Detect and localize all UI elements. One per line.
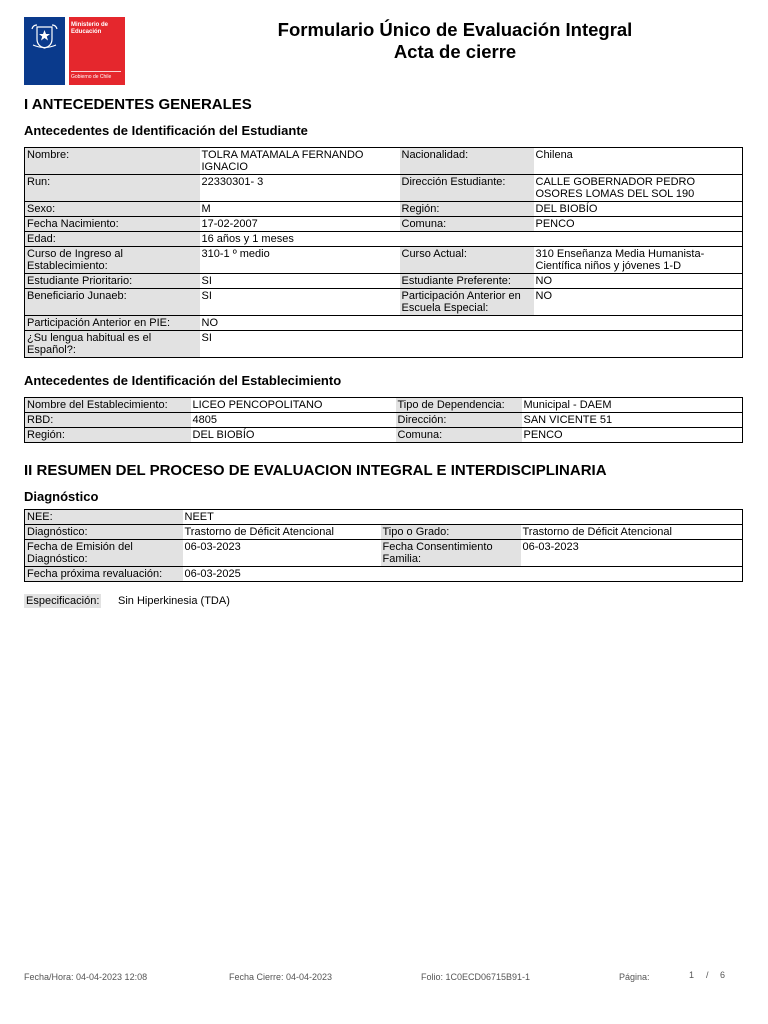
participacion-especial-label: Participación Anterior en Escuela Especial: xyxy=(400,289,534,316)
footer-page-total: 6 xyxy=(720,970,726,980)
curso-ingreso-value: 310-1 º medio xyxy=(200,247,400,274)
table-row xyxy=(25,148,743,175)
table-row xyxy=(25,202,743,217)
diagnostico-label: Diagnóstico: xyxy=(25,525,183,540)
school-comuna-label: Comuna: xyxy=(396,428,522,443)
establecimiento-label: Nombre del Establecimiento: xyxy=(25,398,191,413)
sexo-label: Sexo: xyxy=(25,202,200,217)
table-row xyxy=(25,428,743,443)
run-value: 22330301- 3 xyxy=(200,175,400,202)
document-subtitle: Acta de cierre xyxy=(393,41,517,62)
footer-page-number: 1 xyxy=(689,970,695,980)
preferente-label: Estudiante Preferente: xyxy=(400,274,534,289)
nacionalidad-value: Chilena xyxy=(534,148,743,175)
coat-of-arms-icon xyxy=(29,21,60,51)
nacionalidad-label: Nacionalidad: xyxy=(400,148,534,175)
curso-actual-value: 310 Enseñanza Media Humanista-Científica niños y jóvenes 1-D xyxy=(534,247,743,274)
preferente-value: NO xyxy=(534,274,743,289)
comuna-value: PENCO xyxy=(534,217,743,232)
edad-value: 16 años y 1 meses xyxy=(200,232,743,247)
junaeb-value: SI xyxy=(200,289,400,316)
table-row xyxy=(25,175,743,202)
rbd-label: RBD: xyxy=(25,413,191,428)
table-row xyxy=(25,540,743,567)
nee-value: NEET xyxy=(183,510,743,525)
fecha-consentimiento-value: 06-03-2023 xyxy=(521,540,743,567)
table-row xyxy=(25,274,743,289)
curso-ingreso-label: Curso de Ingreso al Establecimiento: xyxy=(25,247,200,274)
nombre-value: TOLRA MATAMALA FERNANDO IGNACIO xyxy=(200,148,400,175)
footer-folio: Folio: 1C0ECD06715B91-1 xyxy=(421,972,531,982)
fecha-revaluacion-label: Fecha próxima revaluación: xyxy=(25,567,183,582)
participacion-especial-value: NO xyxy=(534,289,743,316)
comuna-label: Comuna: xyxy=(400,217,534,232)
school-direccion-label: Dirección: xyxy=(396,413,522,428)
school-region-label: Región: xyxy=(25,428,191,443)
diagnostico-table xyxy=(24,509,743,582)
participacion-pie-label: Participación Anterior en PIE: xyxy=(25,316,200,331)
school-section-title: Antecedentes de Identificación del Establecimiento xyxy=(24,373,342,388)
student-section-title: Antecedentes de Identificación del Estudiante xyxy=(24,123,308,138)
nee-label: NEE: xyxy=(25,510,183,525)
table-row xyxy=(25,510,743,525)
school-direccion-value: SAN VICENTE 51 xyxy=(522,413,743,428)
school-table xyxy=(24,397,743,443)
especificacion-label: Especificación: xyxy=(26,595,100,607)
table-row xyxy=(25,331,743,358)
diagnostico-section-title: Diagnóstico xyxy=(24,489,99,504)
fecha-emision-value: 06-03-2023 xyxy=(183,540,381,567)
logo-text-ministerio: Ministerio de xyxy=(71,22,109,28)
junaeb-label: Beneficiario Junaeb: xyxy=(25,289,200,316)
section-1-title: I ANTECEDENTES GENERALES xyxy=(24,96,252,113)
nombre-label: Nombre: xyxy=(25,148,200,175)
footer-fecha-cierre: Fecha Cierre: 04-04-2023 xyxy=(229,972,333,982)
lengua-label: ¿Su lengua habitual es el Español?: xyxy=(25,331,200,358)
dependencia-value: Municipal - DAEM xyxy=(522,398,743,413)
especificacion-value: Sin Hiperkinesia (TDA) xyxy=(118,595,230,607)
region-label: Región: xyxy=(400,202,534,217)
section-2-title: II RESUMEN DEL PROCESO DE EVALUACION INTEGRAL E INTERDISCIPLINARIA xyxy=(24,462,607,479)
direccion-value: CALLE GOBERNADOR PEDRO OSORES LOMAS DEL SOL 190 xyxy=(534,175,743,202)
ministerio-logo xyxy=(24,17,125,85)
student-table xyxy=(24,147,743,358)
table-row xyxy=(25,247,743,274)
prioritario-value: SI xyxy=(200,274,400,289)
diagnostico-value: Trastorno de Déficit Atencional xyxy=(183,525,381,540)
direccion-label: Dirección Estudiante: xyxy=(400,175,534,202)
participacion-pie-value: NO xyxy=(200,316,743,331)
fecha-revaluacion-value: 06-03-2025 xyxy=(183,567,743,582)
fecha-nacimiento-label: Fecha Nacimiento: xyxy=(25,217,200,232)
logo-text-gobierno: Gobierno de Chile xyxy=(71,74,112,80)
document-title: Formulario Único de Evaluación Integral xyxy=(277,19,633,40)
fecha-consentimiento-label: Fecha Consentimiento Familia: xyxy=(381,540,521,567)
table-row xyxy=(25,232,743,247)
curso-actual-label: Curso Actual: xyxy=(400,247,534,274)
table-row xyxy=(25,217,743,232)
table-row xyxy=(25,316,743,331)
table-row xyxy=(25,398,743,413)
logo-text-educacion: Educación xyxy=(71,29,102,35)
sexo-value: M xyxy=(200,202,400,217)
school-region-value: DEL BIOBÍO xyxy=(191,428,396,443)
school-comuna-value: PENCO xyxy=(522,428,743,443)
footer-page-separator: / xyxy=(706,970,709,980)
fecha-emision-label: Fecha de Emisión del Diagnóstico: xyxy=(25,540,183,567)
tipo-grado-label: Tipo o Grado: xyxy=(381,525,521,540)
footer-pagina-label: Página: xyxy=(619,972,650,982)
prioritario-label: Estudiante Prioritario: xyxy=(25,274,200,289)
region-value: DEL BIOBÍO xyxy=(534,202,743,217)
fecha-nacimiento-value: 17-02-2007 xyxy=(200,217,400,232)
rbd-value: 4805 xyxy=(191,413,396,428)
table-row xyxy=(25,289,743,316)
dependencia-label: Tipo de Dependencia: xyxy=(396,398,522,413)
table-row xyxy=(25,525,743,540)
edad-label: Edad: xyxy=(25,232,200,247)
table-row xyxy=(25,413,743,428)
tipo-grado-value: Trastorno de Déficit Atencional xyxy=(521,525,743,540)
footer-fecha-hora: Fecha/Hora: 04-04-2023 12:08 xyxy=(24,972,148,982)
lengua-value: SI xyxy=(200,331,743,358)
table-row xyxy=(25,567,743,582)
run-label: Run: xyxy=(25,175,200,202)
establecimiento-value: LICEO PENCOPOLITANO xyxy=(191,398,396,413)
